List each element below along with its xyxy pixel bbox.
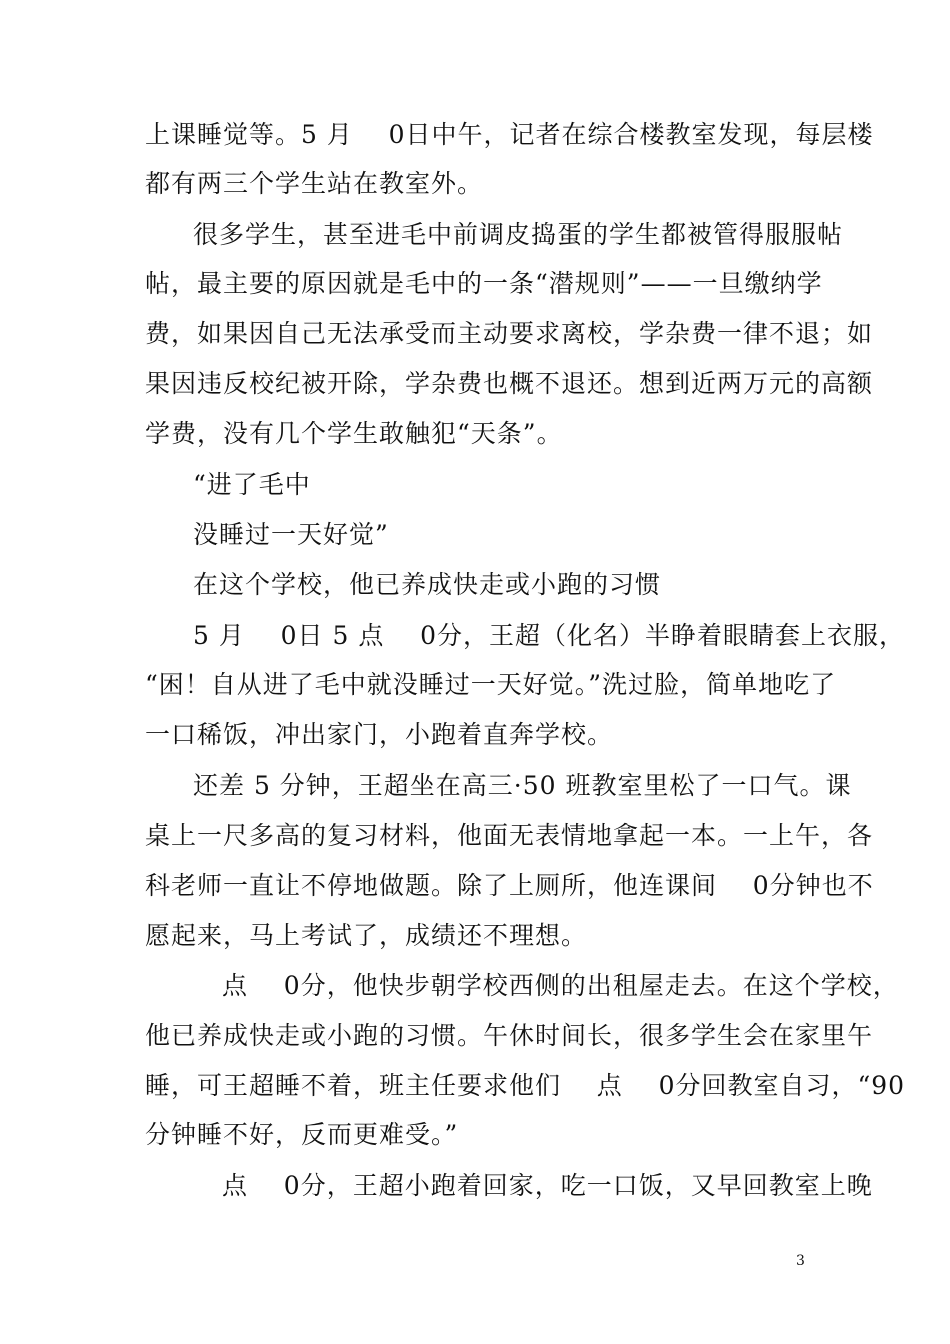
text-line: 愿起来，马上考试了，成绩还不理想。 xyxy=(145,921,588,950)
text-line: 他已养成快走或小跑的习惯。午休时间长，很多学生会在家里午 xyxy=(145,1021,874,1050)
text-line: 睡，可王超睡不着，班主任要求他们 点 0分回教室自习，“90 xyxy=(145,1071,906,1100)
paragraph-start-line: 5 月 0日 5 点 0分，王超（化名）半睁着眼睛套上衣服， xyxy=(193,621,906,650)
paragraph-start-line: 点 0分，王超小跑着回家，吃一口饭，又早回教室上晚 xyxy=(222,1171,873,1200)
page-number: 3 xyxy=(796,1253,805,1269)
text-line: 桌上一尺多高的复习材料，他面无表情地拿起一本。一上午，各 xyxy=(145,821,874,850)
section-heading-line: 没睡过一天好觉” xyxy=(193,520,389,549)
text-line: 上课睡觉等。5 月 0日中午，记者在综合楼教室发现，每层楼 xyxy=(145,120,874,149)
section-heading-line: “进了毛中 xyxy=(193,470,311,499)
section-subheading-line: 在这个学校，他已养成快走或小跑的习惯 xyxy=(193,570,662,599)
paragraph-start-line: 还差 5 分钟，王超坐在高三·50 班教室里松了一口气。课 xyxy=(193,771,852,800)
text-line: 一口稀饭，冲出家门，小跑着直奔学校。 xyxy=(145,720,614,749)
text-line: “困！自从进了毛中就没睡过一天好觉。”洗过脸，简单地吃了 xyxy=(145,670,837,699)
text-line: 果因违反校纪被开除，学杂费也概不退还。想到近两万元的高额 xyxy=(145,369,874,398)
text-line: 帖，最主要的原因就是毛中的一条“潜规则”——一旦缴纳学 xyxy=(145,269,823,298)
paragraph-start-line: 很多学生，甚至进毛中前调皮捣蛋的学生都被管得服服帖 xyxy=(193,220,844,249)
text-line: 学费，没有几个学生敢触犯“天条”。 xyxy=(145,419,563,448)
text-line: 分钟睡不好，反而更难受。” xyxy=(145,1120,459,1149)
paragraph-start-line: 点 0分，他快步朝学校西侧的出租屋走去。在这个学校， xyxy=(222,971,899,1000)
text-line: 都有两三个学生站在教室外。 xyxy=(145,169,484,198)
text-line: 科老师一直让不停地做题。除了上厕所，他连课间 0分钟也不 xyxy=(145,871,874,900)
text-line: 费，如果因自己无法承受而主动要求离校，学杂费一律不退；如 xyxy=(145,319,874,348)
